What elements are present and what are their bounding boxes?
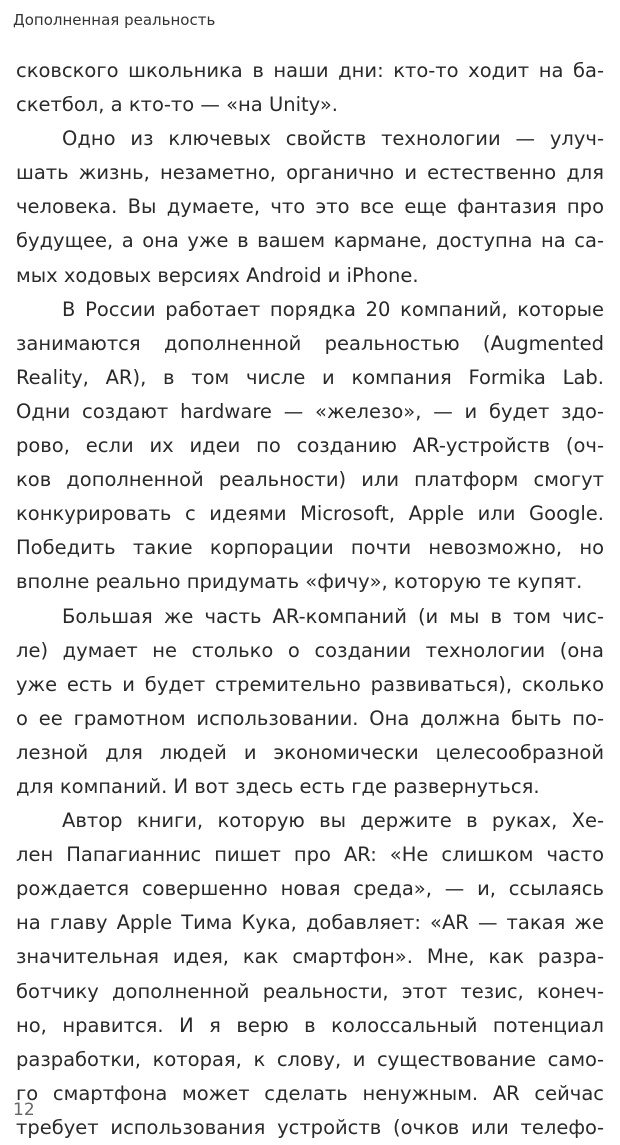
text-line: лезной для людей и экономически целесообразной: [16, 740, 604, 764]
text-line: го смартфона может сделать ненужным. AR сейчас: [16, 1081, 604, 1105]
text-line: ботчику дополненной реальности, этот тезис, конеч-: [16, 979, 604, 1003]
text-line: скетбол, а кто-то — «на Unity».: [16, 93, 338, 117]
text-line: конкурировать с идеями Microsoft, Apple или Google.: [16, 502, 604, 526]
text-line: уже есть и будет стремительно развиваться), сколько: [16, 672, 604, 696]
page-number: 12: [13, 1100, 35, 1120]
text-line: ков дополненной реальности) или платформ смогут: [16, 468, 604, 492]
text-line: для компаний. И вот здесь есть где развернуться.: [16, 774, 540, 798]
text-line: ле) думает не столько о создании технологии (она: [16, 638, 604, 662]
text-line: человека. Вы думаете, что это все еще фантазия про: [16, 195, 604, 219]
text-line: разработки, которая, к слову, и существование само-: [16, 1047, 604, 1071]
text-line: значительная идея, как смартфон». Мне, как разра-: [16, 945, 604, 969]
text-line: но, нравится. И я верю в колоссальный потенциал: [16, 1013, 604, 1037]
running-head-title: Дополненная реальность: [13, 11, 216, 29]
text-line: будущее, а она уже в вашем кармане, доступна на са-: [16, 229, 604, 253]
text-line: лен Папагианнис пишет про AR: «Не слишком часто: [16, 843, 604, 867]
body-text: [16, 54, 604, 1145]
text-line: мых ходовых версиях Android и iPhone.: [16, 263, 419, 287]
text-line: вполне реально придумать «фичу», которую те купят.: [16, 570, 583, 594]
text-line: В России работает порядка 20 компаний, которые: [62, 297, 604, 321]
text-line: сковского школьника в наши дни: кто-то ходит на ба-: [16, 59, 604, 82]
text-line: Одно из ключевых свойств технологии — улуч-: [62, 127, 604, 151]
text-line: Победить такие корпорации почти невозможно, но: [16, 536, 604, 560]
text-line: рово, если их идеи по созданию AR-устройств (оч-: [16, 434, 604, 458]
text-line: о ее грамотном использовании. Она должна быть по-: [16, 706, 604, 730]
text-line: Одни создают hardware — «железо», — и будет здо-: [16, 399, 604, 423]
text-line: рождается совершенно новая среда», — и, ссылаясь: [16, 877, 604, 901]
text-line: Reality, AR), в том числе и компания Formika Lab.: [16, 365, 604, 389]
text-line: Большая же часть AR-компаний (и мы в том чис-: [62, 604, 604, 628]
text-line: на главу Apple Тима Кука, добавляет: «AR — такая же: [16, 911, 604, 935]
text-line: Автор книги, которую вы держите в руках, Хе-: [62, 809, 604, 833]
text-line: шать жизнь, незаметно, органично и естественно для: [16, 161, 604, 185]
text-line: требует использования устройств (очков или телефо-: [16, 1115, 604, 1139]
text-line: занимаются дополненной реальностью (Augmented: [16, 331, 604, 355]
